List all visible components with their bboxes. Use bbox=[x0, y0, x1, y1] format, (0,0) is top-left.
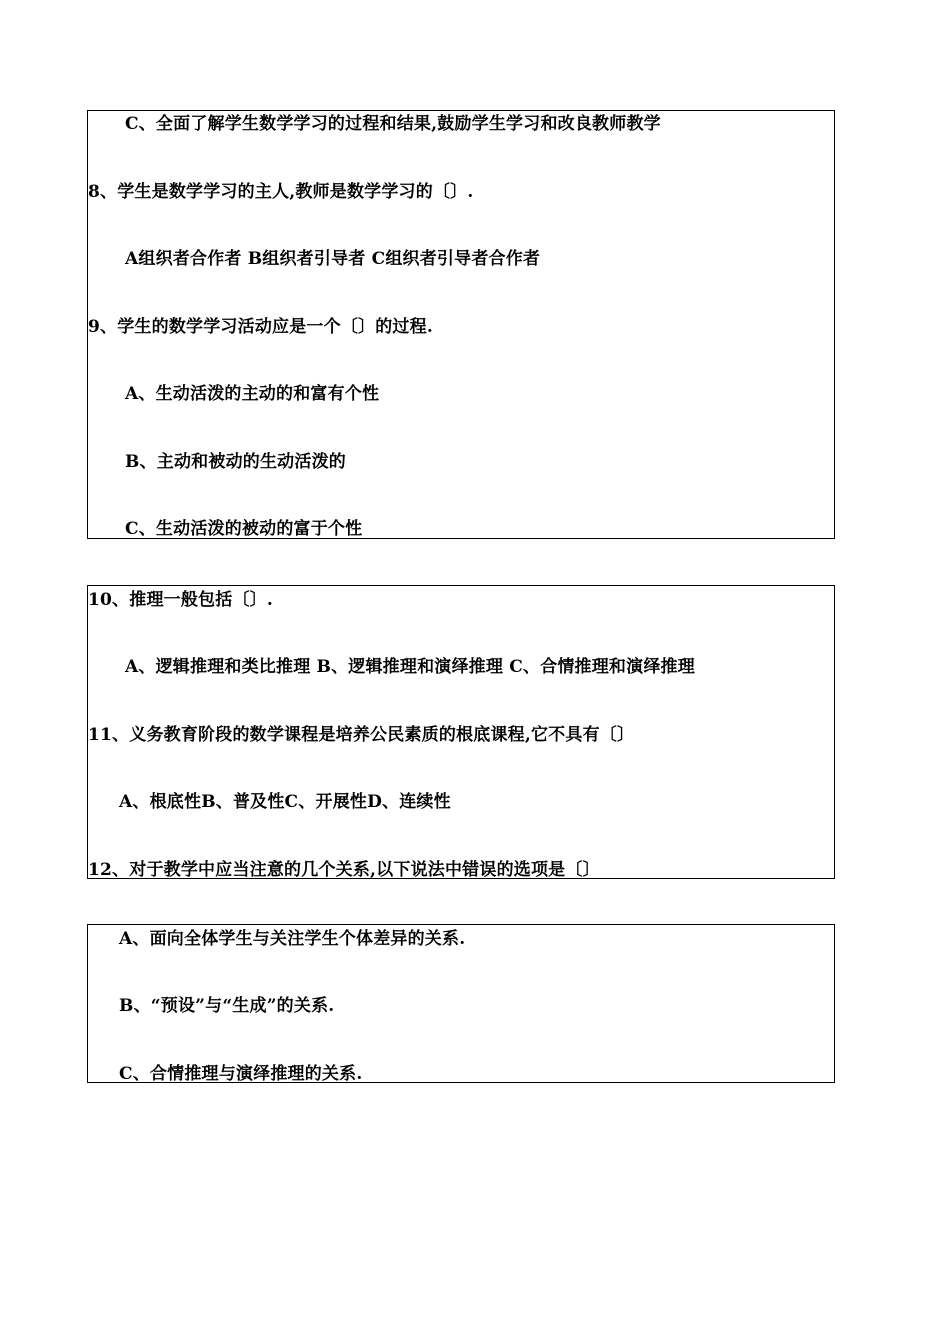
option-line: B、“预设”与“生成”的关系. bbox=[119, 996, 335, 1016]
question-block-2 bbox=[87, 585, 835, 879]
option-line: A组织者合作者 B组织者引导者 C组织者引导者合作者 bbox=[125, 249, 541, 269]
question-line: 8、学生是数学学习的主人,教师是数学学习的〔〕. bbox=[88, 182, 474, 202]
question-line: 10、推理一般包括〔〕. bbox=[88, 590, 273, 610]
option-line: A、逻辑推理和类比推理 B、逻辑推理和演绎推理 C、合情推理和演绎推理 bbox=[125, 657, 695, 677]
option-line: C、全面了解学生数学学习的过程和结果,鼓励学生学习和改良教师教学 bbox=[125, 114, 661, 134]
option-line: B、主动和被动的生动活泼的 bbox=[125, 452, 346, 472]
question-block-3 bbox=[87, 924, 835, 1083]
option-line: C、合情推理与演绎推理的关系. bbox=[119, 1064, 363, 1083]
question-line: 12、对于教学中应当注意的几个关系,以下说法中错误的选项是〔〕 bbox=[88, 860, 600, 879]
question-line: 9、学生的数学学习活动应是一个〔〕的过程. bbox=[88, 317, 433, 337]
option-line: C、生动活泼的被动的富于个性 bbox=[125, 519, 363, 539]
option-line: A、生动活泼的主动的和富有个性 bbox=[125, 384, 380, 404]
question-line: 11、义务教育阶段的数学课程是培养公民素质的根底课程,它不具有〔〕 bbox=[88, 725, 635, 745]
option-line: A、面向全体学生与关注学生个体差异的关系. bbox=[119, 929, 466, 949]
option-line: A、根底性B、普及性C、开展性D、连续性 bbox=[119, 792, 451, 812]
question-block-1 bbox=[87, 110, 835, 539]
